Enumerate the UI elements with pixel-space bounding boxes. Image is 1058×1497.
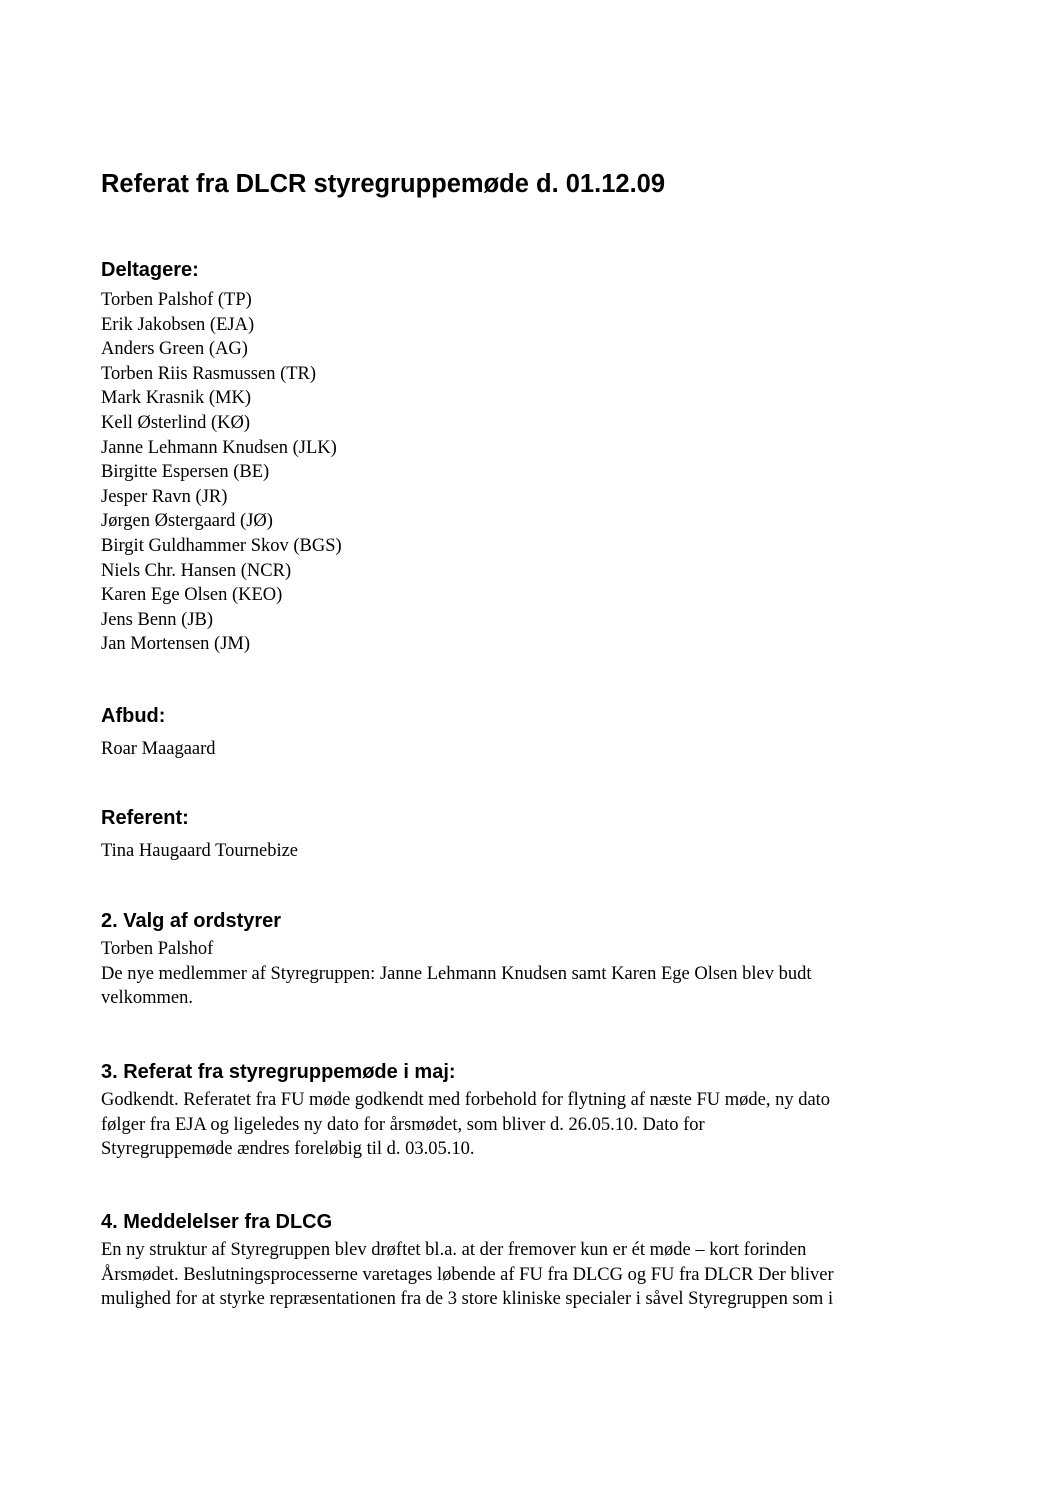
section-2-line: velkommen. — [101, 988, 193, 1009]
section-3-line: følger fra EJA og ligeledes ny dato for årsmødet, som bliver d. 26.05.10. Dato for — [101, 1114, 705, 1135]
participant-name: Jesper Ravn (JR) — [101, 486, 228, 507]
document-title: Referat fra DLCR styregruppemøde d. 01.12.09 — [101, 170, 666, 198]
participant-name: Torben Riis Rasmussen (TR) — [101, 363, 317, 384]
participant-name: Niels Chr. Hansen (NCR) — [101, 560, 292, 581]
section-afbud — [101, 704, 981, 762]
section-4-line: Årsmødet. Beslutningsprocesserne varetages løbende af FU fra DLCG og FU fra DLCR Der bliver — [101, 1264, 834, 1285]
referent-text: Tina Haugaard Tournebize — [101, 841, 299, 861]
participant-name: Jan Mortensen (JM) — [101, 634, 251, 655]
deltagere-heading: Deltagere: — [101, 259, 199, 281]
section-deltagere — [101, 258, 981, 657]
section-valg-af-ordstyrer — [101, 909, 981, 1011]
section-meddelelser-dlcg — [101, 1210, 981, 1312]
participant-name: Erik Jakobsen (EJA) — [101, 314, 255, 335]
section-3-line: Godkendt. Referatet fra FU møde godkendt med forbehold for flytning af næste FU møde, ny dato — [101, 1090, 831, 1110]
section-4-line: En ny struktur af Styregruppen blev drøftet bl.a. at der fremover kun er ét møde – kort forinden — [101, 1240, 807, 1260]
participant-name: Birgit Guldhammer Skov (BGS) — [101, 535, 342, 556]
section-referent — [101, 806, 981, 864]
afbud-heading: Afbud: — [101, 705, 166, 727]
participant-list — [101, 288, 981, 657]
section-4-body — [101, 1238, 981, 1312]
section-3-heading: 3. Referat fra styregruppemøde i maj: — [101, 1061, 456, 1083]
section-2-line: Torben Palshof — [101, 939, 214, 959]
participant-name: Kell Østerlind (KØ) — [101, 412, 250, 433]
participant-name: Mark Krasnik (MK) — [101, 388, 252, 409]
participant-name: Birgitte Espersen (BE) — [101, 462, 270, 483]
section-3-line: Styregruppemøde ændres foreløbig til d. 03.05.10. — [101, 1139, 475, 1160]
participant-name: Torben Palshof (TP) — [101, 290, 252, 310]
participant-name: Jens Benn (JB) — [101, 609, 214, 630]
participant-name: Jørgen Østergaard (JØ) — [101, 511, 273, 532]
section-referat-maj — [101, 1060, 981, 1162]
section-4-heading: 4. Meddelelser fra DLCG — [101, 1211, 333, 1233]
participant-name: Janne Lehmann Knudsen (JLK) — [101, 437, 337, 458]
section-4-line: mulighed for at styrke repræsentationen fra de 3 store kliniske specialer i såvel Styregruppen som i — [101, 1289, 834, 1310]
section-2-body — [101, 937, 981, 1011]
participant-name: Anders Green (AG) — [101, 339, 248, 360]
section-2-heading: 2. Valg af ordstyrer — [101, 910, 282, 932]
section-2-line: De nye medlemmer af Styregruppen: Janne Lehmann Knudsen samt Karen Ege Olsen blev budt — [101, 963, 812, 984]
referent-heading: Referent: — [101, 807, 189, 829]
participant-name: Karen Ege Olsen (KEO) — [101, 585, 283, 606]
afbud-text: Roar Maagaard — [101, 739, 216, 759]
section-3-body — [101, 1088, 981, 1162]
